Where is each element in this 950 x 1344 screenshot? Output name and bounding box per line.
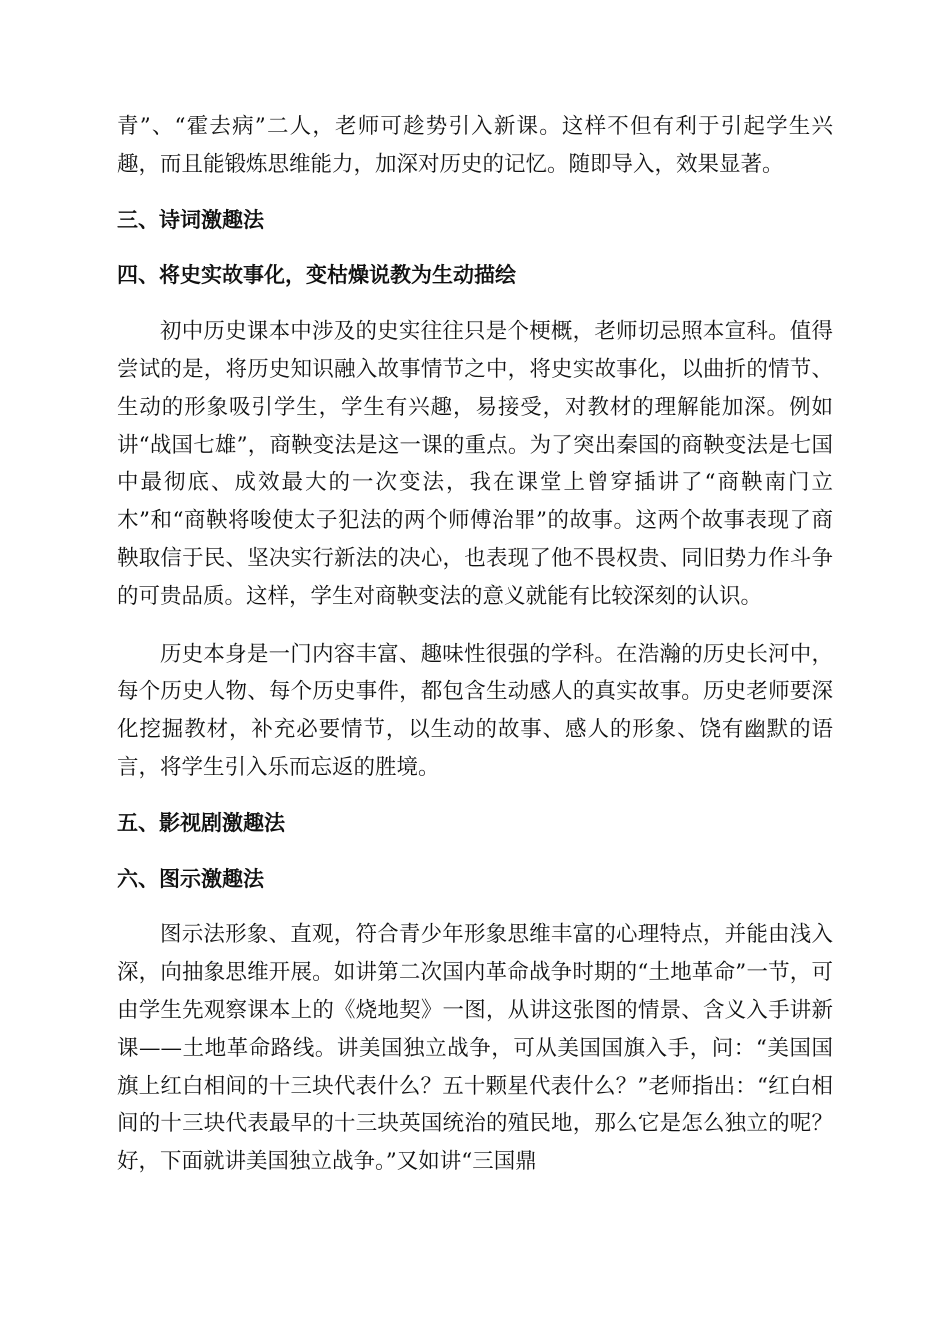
body-paragraph-diagram-method: 图示法形象、直观，符合青少年形象思维丰富的心理特点，并能由浅入深，向抽象思维开展。如讲第二次国内革命战争时期的“土地革命”一节，可由学生先观察课本上的《烧地契》一图，从讲这张图的情景、含义入手讲新课——土地革命路线。讲美国独立战争，可从美国国旗入手，问：“美国国旗上红白相间的十三块代表什么？五十颗星代表什么？”老师指出：“红白相间的十三块代表最早的十三块英国统治的殖民地，那么它是怎么独立的呢？好，下面就讲美国独立战争。”又如讲“三国鼎 (117, 922, 833, 1175)
spacer (117, 898, 833, 916)
section-heading-storytelling: 四、将史实故事化，变枯燥说教为生动描绘 (117, 263, 516, 288)
spacer (117, 295, 833, 313)
section-heading-poetry: 三、诗词激趣法 (117, 207, 264, 232)
spacer (117, 843, 833, 861)
intro-paragraph: 青”、“霍去病”二人，老师可趁势引入新课。这样不但有利于引起学生兴趣，而且能锻炼思维能力，加深对历史的记忆。随即导入，效果显著。 (117, 114, 833, 177)
body-paragraph-history-subject: 历史本身是一门内容丰富、趣味性很强的学科。在浩瀚的历史长河中，每个历史人物、每个历史事件，都包含生动感人的真实故事。历史老师要深化挖掘教材，补充必要情节，以生动的故事、感人的形象、饶有幽默的语言，将学生引入乐而忘返的胜境。 (117, 641, 833, 780)
spacer (117, 616, 833, 636)
document-page (117, 108, 833, 1181)
section-heading-film: 五、影视剧激趣法 (117, 810, 285, 835)
spacer (117, 787, 833, 805)
spacer (117, 239, 833, 257)
spacer (117, 184, 833, 202)
section-heading-diagram: 六、图示激趣法 (117, 866, 264, 891)
body-paragraph-shang-yang: 初中历史课本中涉及的史实往往只是个梗概，老师切忌照本宣科。值得尝试的是，将历史知识融入故事情节之中，将史实故事化，以曲折的情节、生动的形象吸引学生，学生有兴趣，易接受，对教材的理解能加深。例如讲“战国七雄”，商鞅变法是这一课的重点。为了突出秦国的商鞅变法是七国中最彻底、成效最大的一次变法，我在课堂上曾穿插讲了“商鞅南门立木”和“商鞅将唆使太子犯法的两个师傅治罪”的故事。这两个故事表现了商鞅取信于民、坚决实行新法的决心，也表现了他不畏权贵、同旧势力作斗争的可贵品质。这样，学生对商鞅变法的意义就能有比较深刻的认识。 (117, 319, 833, 609)
